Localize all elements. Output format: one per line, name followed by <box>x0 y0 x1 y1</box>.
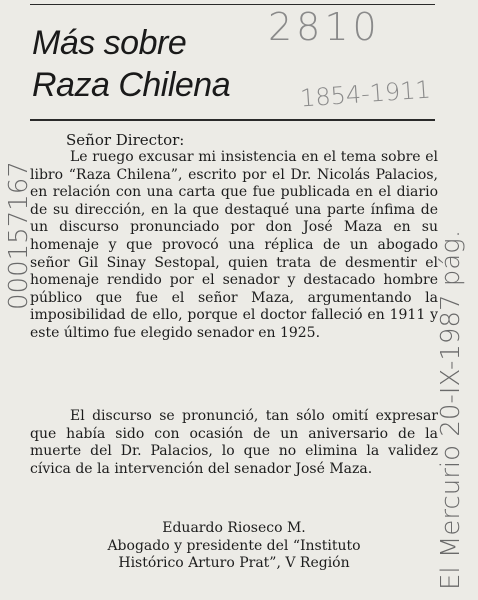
handwritten-code: 000157167 <box>4 161 34 310</box>
body-paragraph-1: Le ruego excusar mi insistencia en el tema sobre el libro “Raza Chilena”, escrito por el Dr. Nicolás Palacios, en relación con una carta que fue publicada en el diario de su dirección, en la que destaqué una parte ínfima de un discurso pronunciado por don José Maza en su homenaje y que provocó una réplica de un abogado señor Gil Sinay Sestopal, quien trata de desmentir el homenaje rendido por el senador y destacado hombre público que fue el señor Maza, argumentando la imposibilidad de ello, porque el doctor falleció en 1911 y este último fue elegido senador en 1925. <box>30 149 438 341</box>
headline-line2: Raza Chilena <box>32 66 231 104</box>
salutation: Señor Director: <box>66 131 185 149</box>
headline-rule <box>30 119 435 121</box>
signature-title-line2: Histórico Arturo Prat”, V Región <box>118 555 350 572</box>
body-paragraph-2: El discurso se pronunció, tan sólo omití expresar que había sido con ocasión de un aniversario de la muerte del Dr. Palacios, lo que no elimina la validez cívica de la intervención del senador José Maza. <box>30 408 438 477</box>
signature-title-line1: Abogado y presidente del “Instituto <box>107 537 361 554</box>
handwritten-source-note: El Mercurio 20-IX-1987 pág. <box>436 229 466 590</box>
handwritten-years: 1854-1911 <box>299 75 432 113</box>
headline-line1: Más sobre <box>32 24 187 62</box>
signature-name: Eduardo Rioseco M. <box>162 520 306 536</box>
signature-block <box>30 520 438 573</box>
handwritten-number: 2810 <box>268 5 381 49</box>
